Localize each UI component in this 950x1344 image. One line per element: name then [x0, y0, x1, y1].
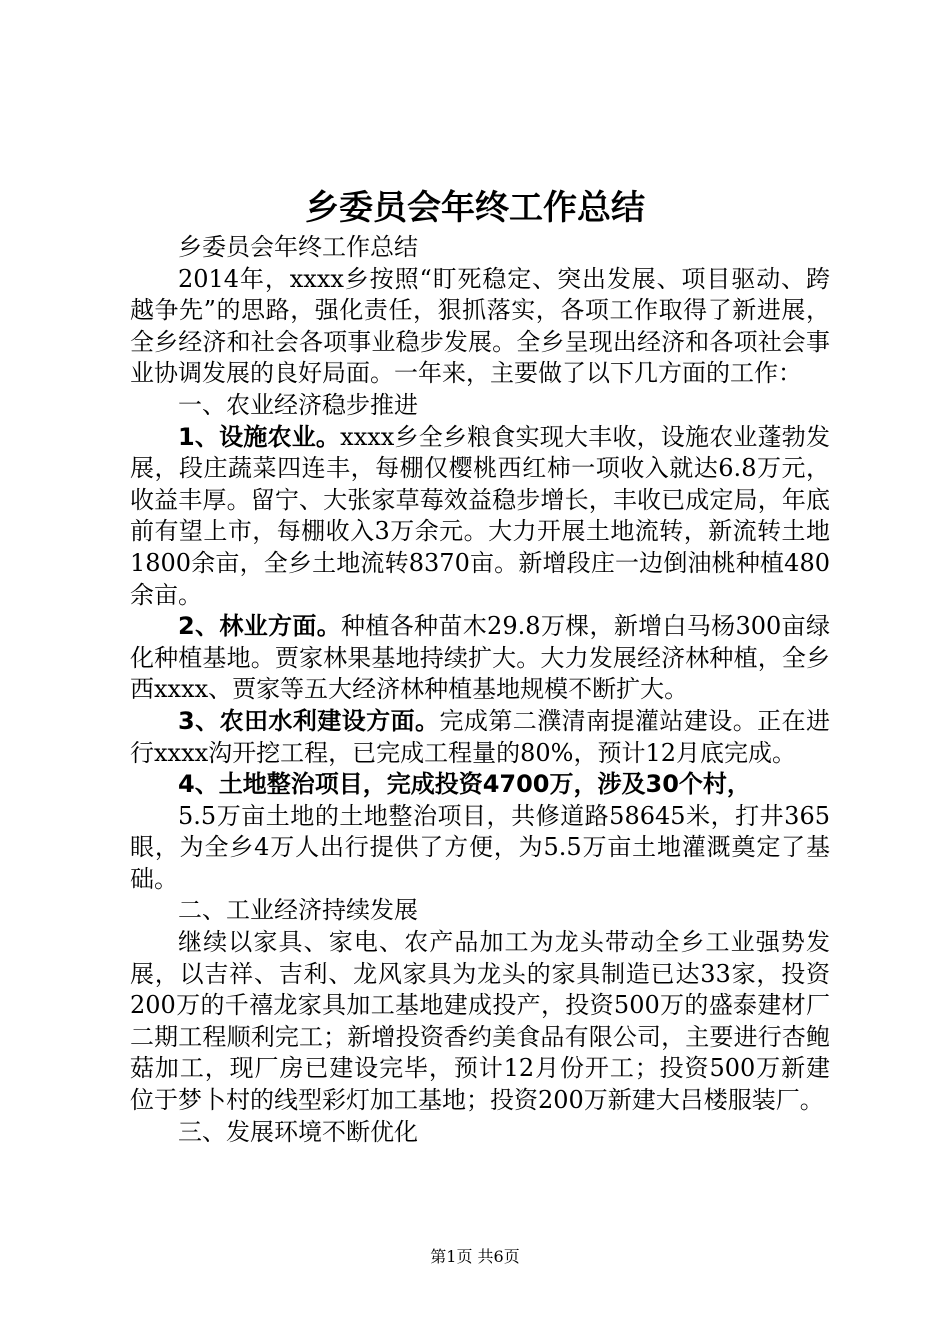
item1-label: 1、设施农业。 — [178, 422, 341, 451]
intro-paragraph: 2014年，xxxx乡按照“盯死稳定、突出发展、项目驱动、跨越争先”的思路，强化责任，狠抓落实，各项工作取得了新进展，全乡经济和社会各项事业稳步发展。全乡呈现出经济和各项社会事业协调发展的良好局面。一年来，主要做了以下几方面的工作： — [130, 264, 830, 388]
item2-label: 2、林业方面。 — [178, 612, 342, 641]
document-title: 乡委员会年终工作总结 — [305, 188, 645, 228]
item3-label: 3、农田水利建设方面。 — [178, 706, 440, 735]
item3-text: 完成第二濮清南提灌站建设。正在进行xxxx沟开挖工程，已完成工程量的80%，预计12月底完成。 — [130, 706, 831, 767]
section1-heading: 一、农业经济稳步推进 — [178, 390, 418, 419]
item2-text: 种植各种苗木29.8万棵，新增白马杨300亩绿化种植基地。贾家林果基地持续扩大。大力发展经济林种植，全乡西xxxx、贾家等五大经济林种植基地规模不断扩大。 — [130, 612, 830, 704]
item1-paragraph — [130, 422, 830, 612]
item4-heading: 4、土地整治项目，完成投资4700万，涉及30个村， — [178, 770, 751, 799]
section3-heading: 三、发展环境不断优化 — [178, 1117, 418, 1146]
item3-paragraph — [130, 706, 830, 769]
item4-paragraph: 5.5万亩土地的土地整治项目，共修道路58645米，打井365眼，为全乡4万人出行提供了方便，为5.5万亩土地灌溉奠定了基础。 — [130, 801, 830, 893]
item2-paragraph — [130, 611, 830, 706]
document-subtitle: 乡委员会年终工作总结 — [178, 233, 418, 261]
section2-heading: 二、工业经济持续发展 — [178, 896, 418, 925]
section2-paragraph: 继续以家具、家电、农产品加工为龙头带动全乡工业强势发展，以吉祥、吉利、龙风家具为龙头的家具制造已达33家，投资200万的千禧龙家具加工基地建成投产，投资500万的盛泰建材厂二期工程顺利完工；新增投资香约美食品有限公司，主要进行杏鲍菇加工，现厂房已建设完毕，预计12月份开工；投资500万新建位于梦卜村的线型彩灯加工基地；投资200万新建大吕楼服装厂。 — [130, 928, 830, 1115]
item1-text: xxxx乡全乡粮食实现大丰收，设施农业蓬勃发展，段庄蔬菜四连丰，每棚仅樱桃西红柿一项收入就达6.8万元，收益丰厚。留宁、大张家草莓效益稳步增长，丰收已成定局，年底前有望上市，每棚收入3万余元。大力开展土地流转，新流转土地1800余亩，全乡土地流转8370亩。新增段庄一边倒油桃种植480余亩。 — [130, 422, 831, 609]
document-body — [130, 232, 830, 1148]
page-footer: 第1页 共6页 — [430, 1247, 520, 1266]
